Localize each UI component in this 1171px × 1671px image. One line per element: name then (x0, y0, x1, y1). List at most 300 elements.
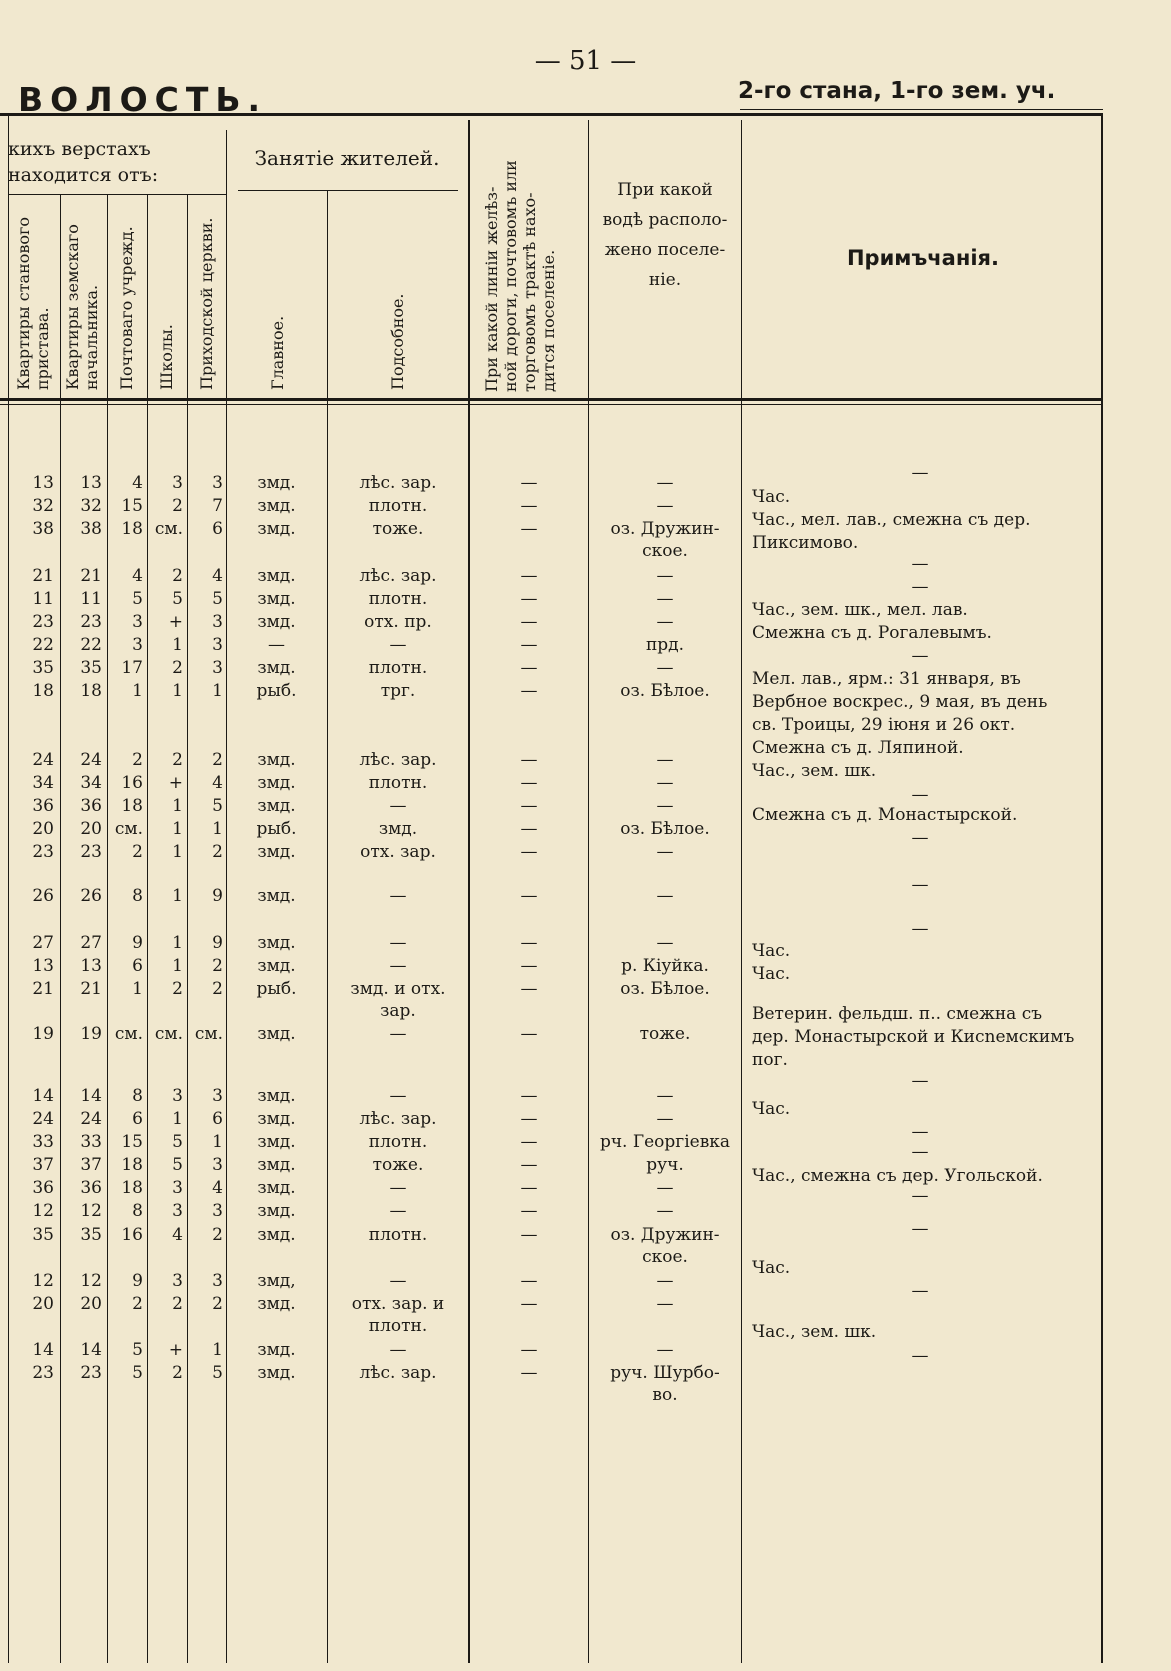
cell-water: — (656, 750, 674, 770)
cell-water: р. Кіуйка. (621, 956, 709, 976)
cell-distance: 23 (32, 842, 54, 862)
cell-distance: 2 (212, 1294, 223, 1314)
cell-distance: 11 (32, 589, 54, 609)
cell-distance: 14 (80, 1086, 102, 1106)
cell-distance: 6 (132, 956, 143, 976)
cell-water: — (656, 1340, 674, 1360)
cell-distance: 5 (132, 1340, 143, 1360)
note-dash: — (911, 1122, 929, 1142)
cell-distance: 22 (32, 635, 54, 655)
col-divider (588, 120, 589, 1663)
cell-distance: 26 (32, 886, 54, 906)
cell-road: — (520, 1109, 538, 1129)
cell-road: — (520, 566, 538, 586)
cell-road: — (520, 1086, 538, 1106)
cell-distance: 4 (212, 773, 223, 793)
note-dash: — (911, 875, 929, 895)
cell-distance: 17 (121, 658, 143, 678)
cell-distance: см. (194, 1024, 223, 1044)
note-text: Час. (752, 1258, 791, 1278)
cell-aux-occupation: отх. пр. (364, 612, 432, 632)
cell-water: — (656, 933, 674, 953)
cell-aux-occupation: — (389, 956, 407, 976)
cell-road: — (520, 1271, 538, 1291)
cell-main-occupation: змд. (257, 612, 296, 632)
cell-road: — (520, 496, 538, 516)
cell-distance: 5 (172, 589, 183, 609)
cell-distance: 3 (172, 1086, 183, 1106)
note-dash: — (911, 828, 929, 848)
cell-road: — (520, 1225, 538, 1245)
note-text: Час., смежна съ дер. Угольской. (752, 1166, 1043, 1186)
col-divider (187, 194, 188, 1663)
cell-water: — (656, 1178, 674, 1198)
cell-water: — (656, 796, 674, 816)
cell-distance: 5 (172, 1155, 183, 1175)
cell-distance: 8 (132, 1086, 143, 1106)
cell-distance: 22 (80, 635, 102, 655)
note-dash: — (911, 577, 929, 597)
cell-main-occupation: рыб. (256, 681, 297, 701)
cell-distance: 5 (132, 589, 143, 609)
note-text: Час., зем. шк. (752, 761, 877, 781)
cell-distance: 13 (32, 473, 54, 493)
cell-road: — (520, 886, 538, 906)
cell-distance: 8 (132, 886, 143, 906)
cell-distance: 9 (212, 886, 223, 906)
cell-main-occupation: змд. (257, 1132, 296, 1152)
cell-distance: 2 (172, 496, 183, 516)
cell-distance: 4 (132, 566, 143, 586)
cell-main-occupation: змд. (257, 589, 296, 609)
cell-aux-occupation: — (389, 635, 407, 655)
cell-water: — (656, 566, 674, 586)
cell-distance: 18 (80, 681, 102, 701)
note-text: Час. (752, 941, 791, 961)
cell-main-occupation: змд. (257, 1178, 296, 1198)
cell-distance: 12 (80, 1201, 102, 1221)
cell-main-occupation: змд. (257, 956, 296, 976)
cell-road: — (520, 1132, 538, 1152)
page-title-left: ВОЛОСТЬ. (18, 80, 268, 119)
cell-distance: 19 (32, 1024, 54, 1044)
cell-distance: 23 (32, 612, 54, 632)
header-distance-group: кихъ верстахъ находится отъ: (8, 138, 159, 186)
cell-aux-occupation: плотн. (368, 773, 428, 793)
top-rule-thin (740, 109, 1103, 110)
cell-distance: 2 (132, 750, 143, 770)
cell-main-occupation: змд. (257, 1155, 296, 1175)
note-dash: — (911, 785, 929, 805)
cell-distance: 1 (212, 819, 223, 839)
cell-distance: 20 (32, 819, 54, 839)
note-text: Час. (752, 964, 791, 984)
cell-distance: 14 (32, 1340, 54, 1360)
cell-aux-occupation: лѣс. зар. (359, 1363, 437, 1383)
cell-distance: 18 (32, 681, 54, 701)
cell-main-occupation: змд. (257, 1024, 296, 1044)
cell-main-occupation: змд. (257, 473, 296, 493)
cell-distance: 37 (80, 1155, 102, 1175)
cell-distance: 4 (172, 1225, 183, 1245)
cell-distance: 9 (212, 933, 223, 953)
cell-distance: 23 (80, 612, 102, 632)
top-rule (0, 113, 1103, 116)
cell-distance: 18 (121, 1155, 143, 1175)
cell-distance: 16 (121, 773, 143, 793)
header-occupation: Занятіе жителей. (254, 146, 440, 170)
cell-distance: 1 (172, 933, 183, 953)
cell-main-occupation: змд. (257, 658, 296, 678)
note-dash: — (911, 463, 929, 483)
cell-aux-occupation: плотн. (368, 1225, 428, 1245)
cell-water: оз. Бѣлое. (620, 979, 710, 999)
cell-aux-occupation: — (389, 1201, 407, 1221)
cell-main-occupation: змд. (257, 796, 296, 816)
note-text: Мел. лав., ярм.: 31 января, въ Вербное воскрес., 9 мая, въ день св. Троицы, 29 іюня и 26 окт. (752, 669, 1048, 735)
cell-water: — (656, 1109, 674, 1129)
cell-distance: 24 (32, 750, 54, 770)
cell-aux-occupation: — (389, 796, 407, 816)
cell-distance: 8 (132, 1201, 143, 1221)
header-school: Школы. (157, 324, 176, 390)
cell-distance: 3 (172, 473, 183, 493)
cell-distance: + (168, 612, 183, 632)
cell-aux-occupation: тоже. (372, 519, 424, 539)
cell-distance: 3 (132, 635, 143, 655)
cell-distance: 4 (212, 1178, 223, 1198)
cell-distance: 3 (212, 1086, 223, 1106)
cell-distance: 1 (172, 956, 183, 976)
cell-aux-occupation: плотн. (368, 658, 428, 678)
cell-aux-occupation: — (389, 1178, 407, 1198)
cell-aux-occupation: — (389, 1340, 407, 1360)
cell-distance: см. (154, 1024, 183, 1044)
page-title-right: 2-го стана, 1-го зем. уч. (738, 78, 1056, 104)
cell-water: — (656, 473, 674, 493)
header-church: Приходской церкви. (197, 217, 216, 390)
cell-main-occupation: змд. (257, 496, 296, 516)
header-notes: Примъчанія. (846, 246, 1000, 270)
cell-distance: 37 (32, 1155, 54, 1175)
cell-distance: 3 (212, 1271, 223, 1291)
cell-distance: 3 (212, 635, 223, 655)
occupation-subrule (238, 190, 458, 191)
cell-distance: 2 (212, 956, 223, 976)
cell-water: — (656, 612, 674, 632)
cell-main-occupation: змд. (257, 519, 296, 539)
cell-road: — (520, 1340, 538, 1360)
cell-main-occupation: змд. (257, 886, 296, 906)
cell-distance: + (168, 773, 183, 793)
cell-distance: 2 (212, 1225, 223, 1245)
cell-distance: 1 (172, 681, 183, 701)
note-dash: — (911, 1219, 929, 1239)
cell-aux-occupation: лѣс. зар. (359, 566, 437, 586)
cell-distance: 3 (172, 1178, 183, 1198)
cell-road: — (520, 1155, 538, 1175)
cell-water: тоже. (639, 1024, 691, 1044)
cell-distance: 4 (212, 566, 223, 586)
cell-water: — (656, 658, 674, 678)
cell-water: руч. (646, 1155, 684, 1175)
cell-distance: 1 (172, 1109, 183, 1129)
cell-road: — (520, 589, 538, 609)
cell-distance: 33 (80, 1132, 102, 1152)
cell-road: — (520, 750, 538, 770)
note-text: Час., зем. шк., мел. лав. (752, 600, 968, 620)
cell-distance: 2 (172, 658, 183, 678)
cell-distance: 24 (32, 1109, 54, 1129)
cell-distance: 21 (32, 979, 54, 999)
cell-road: — (520, 819, 538, 839)
cell-distance: 5 (212, 796, 223, 816)
cell-road: — (520, 1178, 538, 1198)
col-divider (1101, 113, 1103, 1663)
page-number: — 51 — (534, 46, 637, 76)
cell-distance: 6 (212, 1109, 223, 1129)
cell-aux-occupation: отх. зар. (360, 842, 436, 862)
cell-distance: 21 (80, 979, 102, 999)
header-stanovoy: Квартиры станового пристава. (14, 216, 52, 390)
header-bottom-rule-2 (0, 404, 1103, 405)
cell-distance: 36 (80, 1178, 102, 1198)
cell-distance: 1 (212, 1132, 223, 1152)
cell-distance: 24 (80, 750, 102, 770)
cell-main-occupation: змд. (257, 1086, 296, 1106)
cell-distance: 18 (121, 519, 143, 539)
cell-aux-occupation: плотн. (368, 1132, 428, 1152)
cell-distance: 23 (80, 842, 102, 862)
cell-distance: 35 (80, 1225, 102, 1245)
cell-distance: 20 (80, 819, 102, 839)
cell-main-occupation: рыб. (256, 819, 297, 839)
cell-distance: 15 (121, 1132, 143, 1152)
header-bottom-rule (0, 398, 1103, 401)
cell-distance: 2 (212, 842, 223, 862)
cell-road: — (520, 473, 538, 493)
cell-water: — (656, 1086, 674, 1106)
cell-main-occupation: змд. (257, 1225, 296, 1245)
cell-distance: 5 (212, 1363, 223, 1383)
cell-main-occupation: змд. (257, 1294, 296, 1314)
cell-water: руч. Шурбо- во. (610, 1363, 720, 1405)
cell-road: — (520, 956, 538, 976)
cell-water: — (656, 842, 674, 862)
cell-distance: 18 (121, 796, 143, 816)
cell-distance: 2 (212, 750, 223, 770)
cell-distance: 9 (132, 933, 143, 953)
cell-distance: 27 (32, 933, 54, 953)
cell-road: — (520, 1201, 538, 1221)
cell-main-occupation: змд, (257, 1271, 296, 1291)
cell-distance: 5 (132, 1363, 143, 1383)
note-text: Смежна съ д. Монастырской. (752, 805, 1018, 825)
note-text: Ветерин. фельдш. п.. смежна съ дер. Монастырской и Кисnемскимъ пог. (752, 1004, 1075, 1070)
cell-road: — (520, 658, 538, 678)
cell-aux-occupation: — (389, 886, 407, 906)
cell-distance: 13 (32, 956, 54, 976)
cell-road: — (520, 1294, 538, 1314)
cell-main-occupation: змд. (257, 933, 296, 953)
cell-distance: 23 (32, 1363, 54, 1383)
cell-water: — (656, 1201, 674, 1221)
cell-distance: 3 (212, 1155, 223, 1175)
cell-aux-occupation: отх. зар. и плотн. (351, 1294, 445, 1336)
note-dash: — (911, 646, 929, 666)
cell-water: — (656, 773, 674, 793)
cell-distance: 35 (32, 1225, 54, 1245)
cell-water: рч. Георгіевка (599, 1132, 731, 1152)
cell-aux-occupation: лѣс. зар. (359, 750, 437, 770)
cell-distance: 32 (32, 496, 54, 516)
cell-distance: 36 (80, 796, 102, 816)
cell-distance: 3 (172, 1271, 183, 1291)
cell-distance: 12 (32, 1271, 54, 1291)
cell-road: — (520, 681, 538, 701)
cell-distance: 1 (132, 681, 143, 701)
cell-distance: 2 (172, 979, 183, 999)
note-dash: — (911, 1281, 929, 1301)
cell-distance: 38 (32, 519, 54, 539)
note-dash: — (911, 554, 929, 574)
cell-distance: 1 (172, 819, 183, 839)
cell-distance: 3 (172, 1201, 183, 1221)
cell-distance: 11 (80, 589, 102, 609)
header-water: При какой водѣ располо- жено поселе- ніе. (602, 180, 728, 290)
cell-distance: 35 (80, 658, 102, 678)
col-divider (147, 194, 148, 1663)
cell-distance: 3 (212, 612, 223, 632)
cell-distance: 2 (212, 979, 223, 999)
cell-distance: 6 (132, 1109, 143, 1129)
cell-road: — (520, 796, 538, 816)
cell-distance: 12 (80, 1271, 102, 1291)
header-zemsky: Квартиры земскаго начальника. (63, 224, 101, 390)
cell-main-occupation: змд. (257, 750, 296, 770)
cell-distance: см. (154, 519, 183, 539)
cell-distance: 38 (80, 519, 102, 539)
cell-distance: 3 (212, 473, 223, 493)
cell-water: — (656, 589, 674, 609)
note-text: Смежна съ д. Ляпиной. (752, 738, 964, 758)
cell-distance: 1 (172, 842, 183, 862)
cell-distance: 34 (32, 773, 54, 793)
cell-road: — (520, 842, 538, 862)
cell-distance: 3 (212, 658, 223, 678)
header-aux: Подсобное. (388, 293, 407, 390)
cell-distance: 5 (172, 1132, 183, 1152)
cell-distance: 1 (172, 796, 183, 816)
cell-distance: 36 (32, 1178, 54, 1198)
cell-distance: 20 (32, 1294, 54, 1314)
cell-water: — (656, 1271, 674, 1291)
cell-aux-occupation: — (389, 1024, 407, 1044)
cell-distance: + (168, 1340, 183, 1360)
cell-distance: 1 (132, 979, 143, 999)
cell-distance: 21 (80, 566, 102, 586)
cell-road: — (520, 612, 538, 632)
cell-distance: 2 (172, 1294, 183, 1314)
cell-aux-occupation: змд. (378, 819, 418, 839)
cell-aux-occupation: тоже. (372, 1155, 424, 1175)
cell-distance: 9 (132, 1271, 143, 1291)
cell-distance: 32 (80, 496, 102, 516)
cell-water: оз. Дружин- ское. (610, 519, 720, 561)
cell-road: — (520, 1363, 538, 1383)
col-divider (327, 190, 328, 1663)
cell-distance: 34 (80, 773, 102, 793)
cell-water: — (656, 1294, 674, 1314)
cell-aux-occupation: плотн. (368, 496, 428, 516)
cell-distance: 5 (212, 589, 223, 609)
cell-distance: 3 (132, 612, 143, 632)
cell-main-occupation: змд. (257, 773, 296, 793)
cell-road: — (520, 773, 538, 793)
cell-main-occupation: змд. (257, 842, 296, 862)
cell-main-occupation: змд. (257, 1340, 296, 1360)
cell-distance: 2 (132, 1294, 143, 1314)
cell-main-occupation: змд. (257, 1363, 296, 1383)
note-dash: — (911, 1186, 929, 1206)
cell-main-occupation: — (268, 635, 285, 655)
cell-distance: 12 (32, 1201, 54, 1221)
cell-water: прд. (645, 635, 685, 655)
cell-distance: 24 (80, 1109, 102, 1129)
note-dash: — (911, 1142, 929, 1162)
cell-distance: 7 (212, 496, 223, 516)
cell-aux-occupation: — (389, 1271, 407, 1291)
col-divider (741, 120, 742, 1663)
cell-main-occupation: рыб. (256, 979, 297, 999)
cell-distance: 14 (80, 1340, 102, 1360)
cell-distance: 3 (212, 1201, 223, 1221)
cell-distance: 1 (172, 886, 183, 906)
cell-distance: 13 (80, 473, 102, 493)
note-text: Час. (752, 1099, 791, 1119)
cell-distance: см. (114, 819, 143, 839)
cell-distance: 23 (80, 1363, 102, 1383)
cell-water: оз. Бѣлое. (620, 819, 710, 839)
cell-aux-occupation: лѣс. зар. (359, 1109, 437, 1129)
cell-water: — (656, 886, 674, 906)
cell-distance: 1 (212, 1340, 223, 1360)
note-dash: — (911, 1346, 929, 1366)
note-text: Час. (752, 487, 791, 507)
cell-distance: 26 (80, 886, 102, 906)
cell-water: оз. Бѣлое. (620, 681, 710, 701)
cell-distance: 18 (121, 1178, 143, 1198)
col-divider (226, 130, 227, 1663)
cell-aux-occupation: — (389, 933, 407, 953)
col-divider (107, 194, 108, 1663)
cell-distance: 14 (32, 1086, 54, 1106)
note-text: Час., мел. лав., смежна съ дер. Пиксимово. (752, 510, 1031, 553)
cell-main-occupation: змд. (257, 1109, 296, 1129)
cell-distance: см. (114, 1024, 143, 1044)
note-text: Смежна съ д. Рогалевымъ. (752, 623, 992, 643)
cell-distance: 21 (32, 566, 54, 586)
cell-distance: 2 (172, 1363, 183, 1383)
cell-distance: 13 (80, 956, 102, 976)
cell-distance: 35 (32, 658, 54, 678)
cell-distance: 36 (32, 796, 54, 816)
cell-aux-occupation: змд. и отх. зар. (350, 979, 446, 1021)
cell-distance: 2 (172, 566, 183, 586)
cell-water: — (656, 496, 674, 516)
cell-road: — (520, 979, 538, 999)
note-dash: — (911, 1071, 929, 1091)
